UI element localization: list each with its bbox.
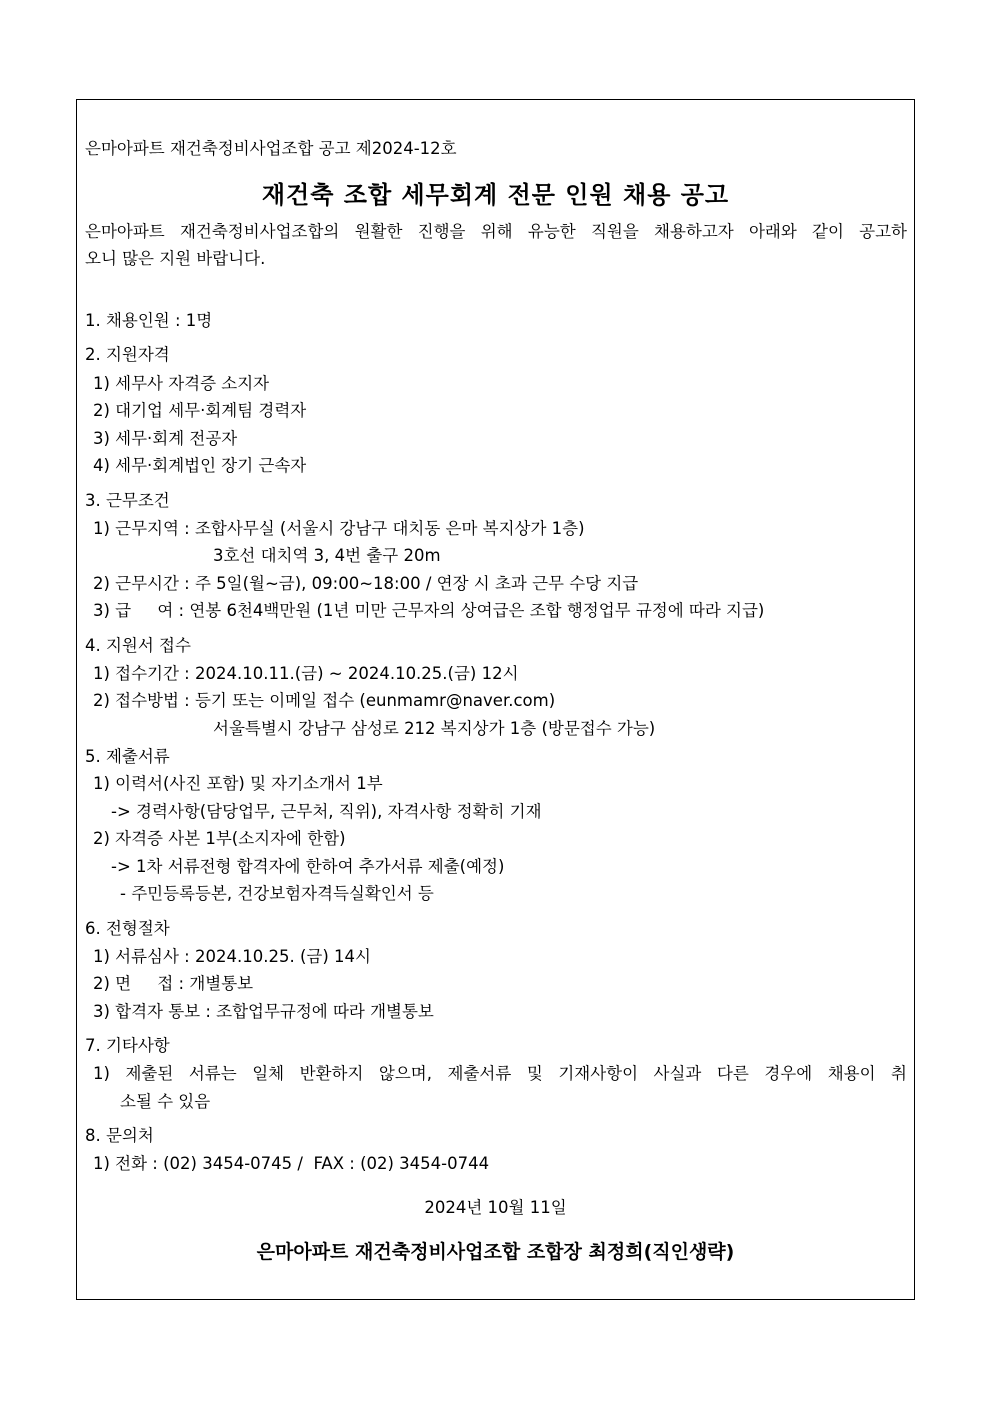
document-title: 재건축 조합 세무회계 전문 인원 채용 공고 xyxy=(261,181,730,209)
list-item: 2) 자격증 사본 1부(소지자에 한함) xyxy=(93,829,346,848)
list-item: 2) 면 접 : 개별통보 xyxy=(93,974,254,993)
list-sub-item: -> 경력사항(담당업무, 근무처, 직위), 자격사항 정확히 기재 xyxy=(111,802,542,821)
list-item: 2) 근무시간 : 주 5일(월~금), 09:00~18:00 / 연장 시 초과 근무 수당 지급 xyxy=(93,574,639,593)
list-item-continuation: 서울특별시 강남구 삼성로 212 복지상가 1층 (방문접수 가능) xyxy=(213,719,656,738)
contact-line: 1) 전화 : (02) 3454-0745 / FAX : (02) 3454-0744 xyxy=(93,1154,490,1173)
notice-number: 은마아파트 재건축정비사업조합 공고 제2024-12호 xyxy=(85,139,457,158)
section-3-heading: 3. 근무조건 xyxy=(85,491,170,510)
list-item: 1) 접수기간 : 2024.10.11.(금) ~ 2024.10.25.(금) 12시 xyxy=(93,664,519,683)
list-item: 4) 세무·회계법인 장기 근속자 xyxy=(93,456,307,475)
list-item: 3) 급 여 : 연봉 6천4백만원 (1년 미만 근무자의 상여급은 조합 행정업무 규정에 따라 지급) xyxy=(93,601,765,620)
list-item: 1) 서류심사 : 2024.10.25. (금) 14시 xyxy=(93,947,371,966)
list-item-continuation: 소될 수 있음 xyxy=(120,1092,211,1111)
list-item: 2) 접수방법 : 등기 또는 이메일 접수 (eunmamr@naver.com) xyxy=(93,691,556,710)
section-6-heading: 6. 전형절차 xyxy=(85,919,170,938)
list-sub-item: -> 1차 서류전형 합격자에 한하여 추가서류 제출(예정) xyxy=(111,857,505,876)
section-4-heading: 4. 지원서 접수 xyxy=(85,636,191,655)
intro-line-1: 은마아파트 재건축정비사업조합의 원활한 진행을 위해 유능한 직원을 채용하고자 아래와 같이 공고하 xyxy=(85,222,907,241)
list-item: 1) 세무사 자격증 소지자 xyxy=(93,374,270,393)
section-2-heading: 2. 지원자격 xyxy=(85,345,170,364)
list-item: 3) 세무·회계 전공자 xyxy=(93,429,238,448)
section-8-heading: 8. 문의처 xyxy=(85,1126,154,1145)
list-sub-item: - 주민등록등본, 건강보험자격득실확인서 등 xyxy=(120,884,434,903)
list-item-continuation: 3호선 대치역 3, 4번 출구 20m xyxy=(213,546,441,565)
list-item: 1) 이력서(사진 포함) 및 자기소개서 1부 xyxy=(93,774,383,793)
list-item: 1) 제출된 서류는 일체 반환하지 않으며, 제출서류 및 기재사항이 사실과 다른 경우에 채용이 취 xyxy=(93,1064,907,1083)
signature: 은마아파트 재건축정비사업조합 조합장 최정희(직인생략) xyxy=(256,1241,735,1263)
issue-date: 2024년 10월 11일 xyxy=(424,1198,567,1217)
list-item: 2) 대기업 세무·회계팀 경력자 xyxy=(93,401,307,420)
section-1-heading: 1. 채용인원 : 1명 xyxy=(85,311,213,330)
list-item: 3) 합격자 통보 : 조합업무규정에 따라 개별통보 xyxy=(93,1002,434,1021)
section-7-heading: 7. 기타사항 xyxy=(85,1036,170,1055)
list-item: 1) 근무지역 : 조합사무실 (서울시 강남구 대치동 은마 복지상가 1층) xyxy=(93,519,585,538)
section-5-heading: 5. 제출서류 xyxy=(85,747,170,766)
intro-line-2: 오니 많은 지원 바랍니다. xyxy=(85,249,266,268)
